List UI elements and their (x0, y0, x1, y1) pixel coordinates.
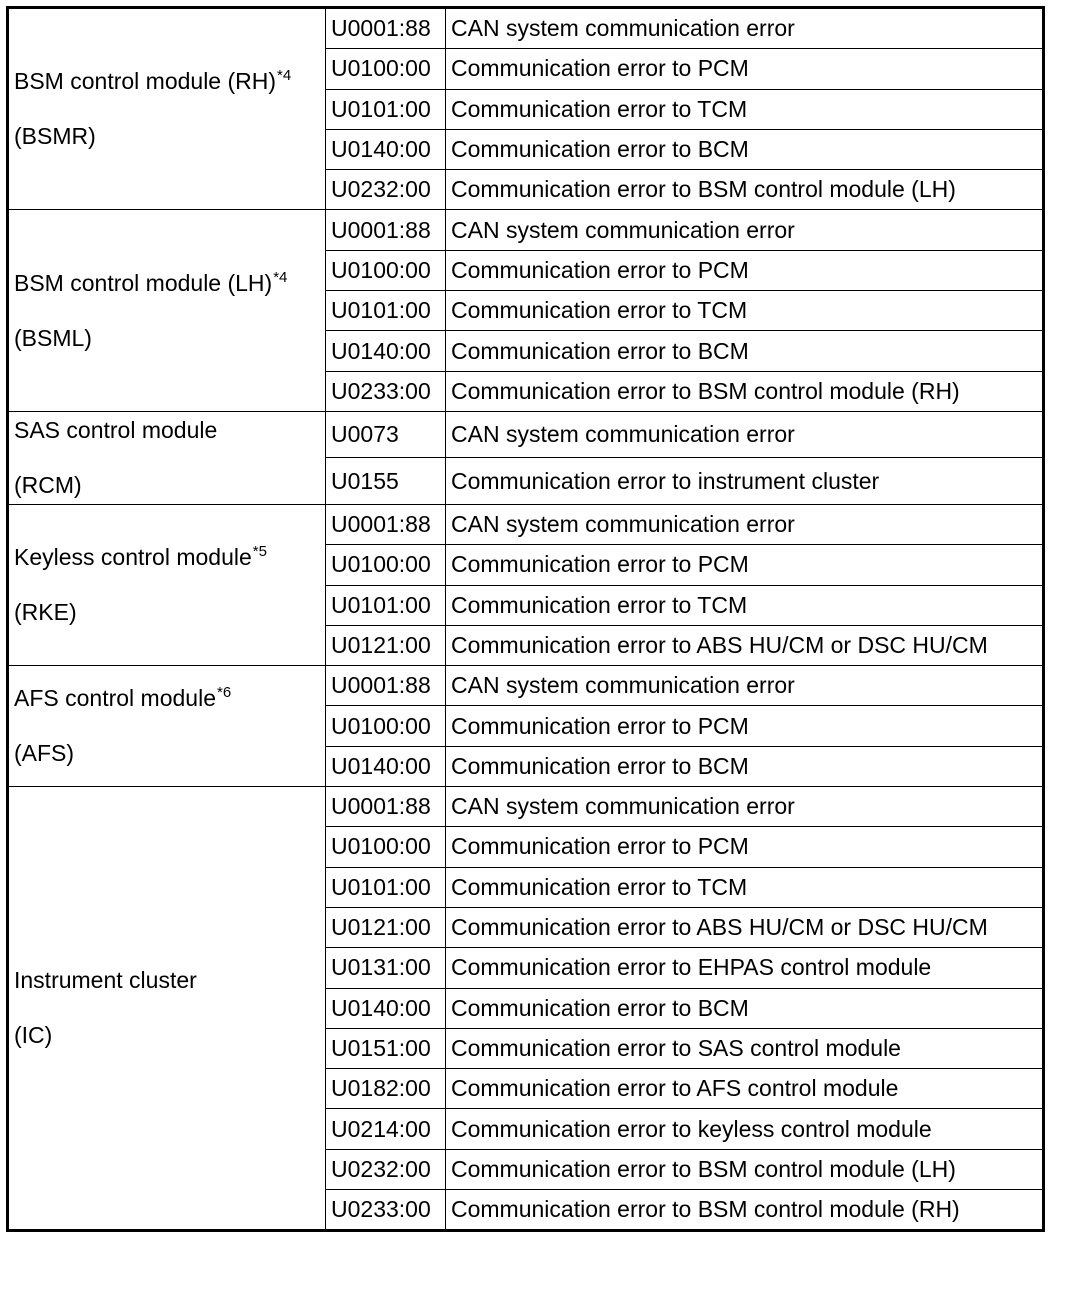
dtc-code: U0214:00 (326, 1109, 446, 1149)
dtc-code: U0101:00 (326, 89, 446, 129)
dtc-code: U0100:00 (326, 545, 446, 585)
table-row (8, 787, 1044, 827)
dtc-description: CAN system communication error (446, 8, 1044, 49)
dtc-description: Communication error to TCM (446, 291, 1044, 331)
footnote-marker: *5 (252, 543, 267, 561)
dtc-code: U0100:00 (326, 827, 446, 867)
module-abbreviation: (RCM) (14, 471, 82, 498)
dtc-description: Communication error to BCM (446, 129, 1044, 169)
dtc-code: U0182:00 (326, 1069, 446, 1109)
dtc-code: U0140:00 (326, 746, 446, 786)
dtc-code: U0140:00 (326, 129, 446, 169)
footnote-marker: *4 (277, 67, 292, 85)
module-cell (8, 210, 326, 411)
dtc-code: U0100:00 (326, 250, 446, 290)
dtc-description: Communication error to TCM (446, 585, 1044, 625)
dtc-code: U0073 (326, 411, 446, 458)
dtc-code: U0151:00 (326, 1028, 446, 1068)
table-row (8, 666, 1044, 706)
dtc-code: U0101:00 (326, 867, 446, 907)
dtc-description: Communication error to AFS control module (446, 1069, 1044, 1109)
dtc-description: CAN system communication error (446, 411, 1044, 458)
dtc-code: U0100:00 (326, 706, 446, 746)
dtc-description: CAN system communication error (446, 787, 1044, 827)
dtc-code: U0001:88 (326, 210, 446, 250)
dtc-code: U0001:88 (326, 666, 446, 706)
dtc-description: Communication error to PCM (446, 49, 1044, 89)
dtc-code: U0101:00 (326, 585, 446, 625)
dtc-table-body (8, 8, 1044, 1231)
module-abbreviation: (IC) (14, 1022, 53, 1049)
footnote-marker: *6 (216, 684, 232, 702)
module-abbreviation: (BSML) (14, 324, 92, 351)
dtc-code: U0121:00 (326, 907, 446, 947)
dtc-code: U0101:00 (326, 291, 446, 331)
dtc-description: CAN system communication error (446, 210, 1044, 250)
dtc-code: U0233:00 (326, 1190, 446, 1231)
dtc-description: Communication error to ABS HU/CM or DSC HU/CM (446, 625, 1044, 665)
dtc-description: Communication error to BSM control module (RH) (446, 1190, 1044, 1231)
dtc-code: U0232:00 (326, 170, 446, 210)
dtc-table (6, 6, 1045, 1232)
module-name (14, 684, 320, 712)
dtc-code: U0100:00 (326, 49, 446, 89)
module-cell (8, 666, 326, 787)
dtc-description: Communication error to EHPAS control module (446, 948, 1044, 988)
module-name-text: AFS control module (14, 685, 216, 712)
dtc-code: U0232:00 (326, 1149, 446, 1189)
dtc-description: Communication error to BCM (446, 746, 1044, 786)
module-name-text: BSM control module (LH) (14, 269, 273, 296)
dtc-description: Communication error to PCM (446, 706, 1044, 746)
module-name (14, 969, 320, 992)
dtc-description: Communication error to TCM (446, 89, 1044, 129)
table-row (8, 8, 1044, 49)
dtc-description: Communication error to PCM (446, 250, 1044, 290)
dtc-code: U0140:00 (326, 331, 446, 371)
table-row (8, 210, 1044, 250)
module-name-text: Keyless control module (14, 544, 252, 571)
dtc-description: Communication error to keyless control module (446, 1109, 1044, 1149)
module-name (14, 268, 320, 296)
table-row (8, 411, 1044, 458)
module-abbreviation: (AFS) (14, 740, 75, 767)
module-name (14, 543, 320, 571)
module-cell (8, 411, 326, 504)
table-row (8, 504, 1044, 544)
dtc-description: CAN system communication error (446, 666, 1044, 706)
dtc-code: U0233:00 (326, 371, 446, 411)
module-name-text: BSM control module (RH) (14, 68, 277, 95)
module-name (14, 416, 320, 443)
dtc-description: Communication error to TCM (446, 867, 1044, 907)
dtc-description: CAN system communication error (446, 504, 1044, 544)
dtc-description: Communication error to ABS HU/CM or DSC HU/CM (446, 907, 1044, 947)
module-cell (8, 787, 326, 1231)
module-name-text: Instrument cluster (14, 967, 197, 994)
dtc-description: Communication error to PCM (446, 827, 1044, 867)
module-abbreviation: (BSMR) (14, 123, 96, 150)
module-name (14, 67, 320, 95)
dtc-description: Communication error to BSM control module (LH) (446, 1149, 1044, 1189)
dtc-description: Communication error to BSM control module (RH) (446, 371, 1044, 411)
dtc-description: Communication error to BCM (446, 331, 1044, 371)
dtc-code: U0131:00 (326, 948, 446, 988)
dtc-description: Communication error to PCM (446, 545, 1044, 585)
dtc-description: Communication error to BCM (446, 988, 1044, 1028)
dtc-code: U0140:00 (326, 988, 446, 1028)
dtc-code: U0001:88 (326, 8, 446, 49)
dtc-description: Communication error to instrument cluster (446, 458, 1044, 505)
dtc-description: Communication error to BSM control module (LH) (446, 170, 1044, 210)
module-cell (8, 504, 326, 665)
dtc-code: U0121:00 (326, 625, 446, 665)
module-cell (8, 8, 326, 210)
dtc-description: Communication error to SAS control module (446, 1028, 1044, 1068)
dtc-code: U0001:88 (326, 787, 446, 827)
module-abbreviation: (RKE) (14, 599, 77, 626)
dtc-code: U0155 (326, 458, 446, 505)
module-name-text: SAS control module (14, 416, 218, 443)
dtc-code: U0001:88 (326, 504, 446, 544)
footnote-marker: *4 (273, 268, 288, 286)
